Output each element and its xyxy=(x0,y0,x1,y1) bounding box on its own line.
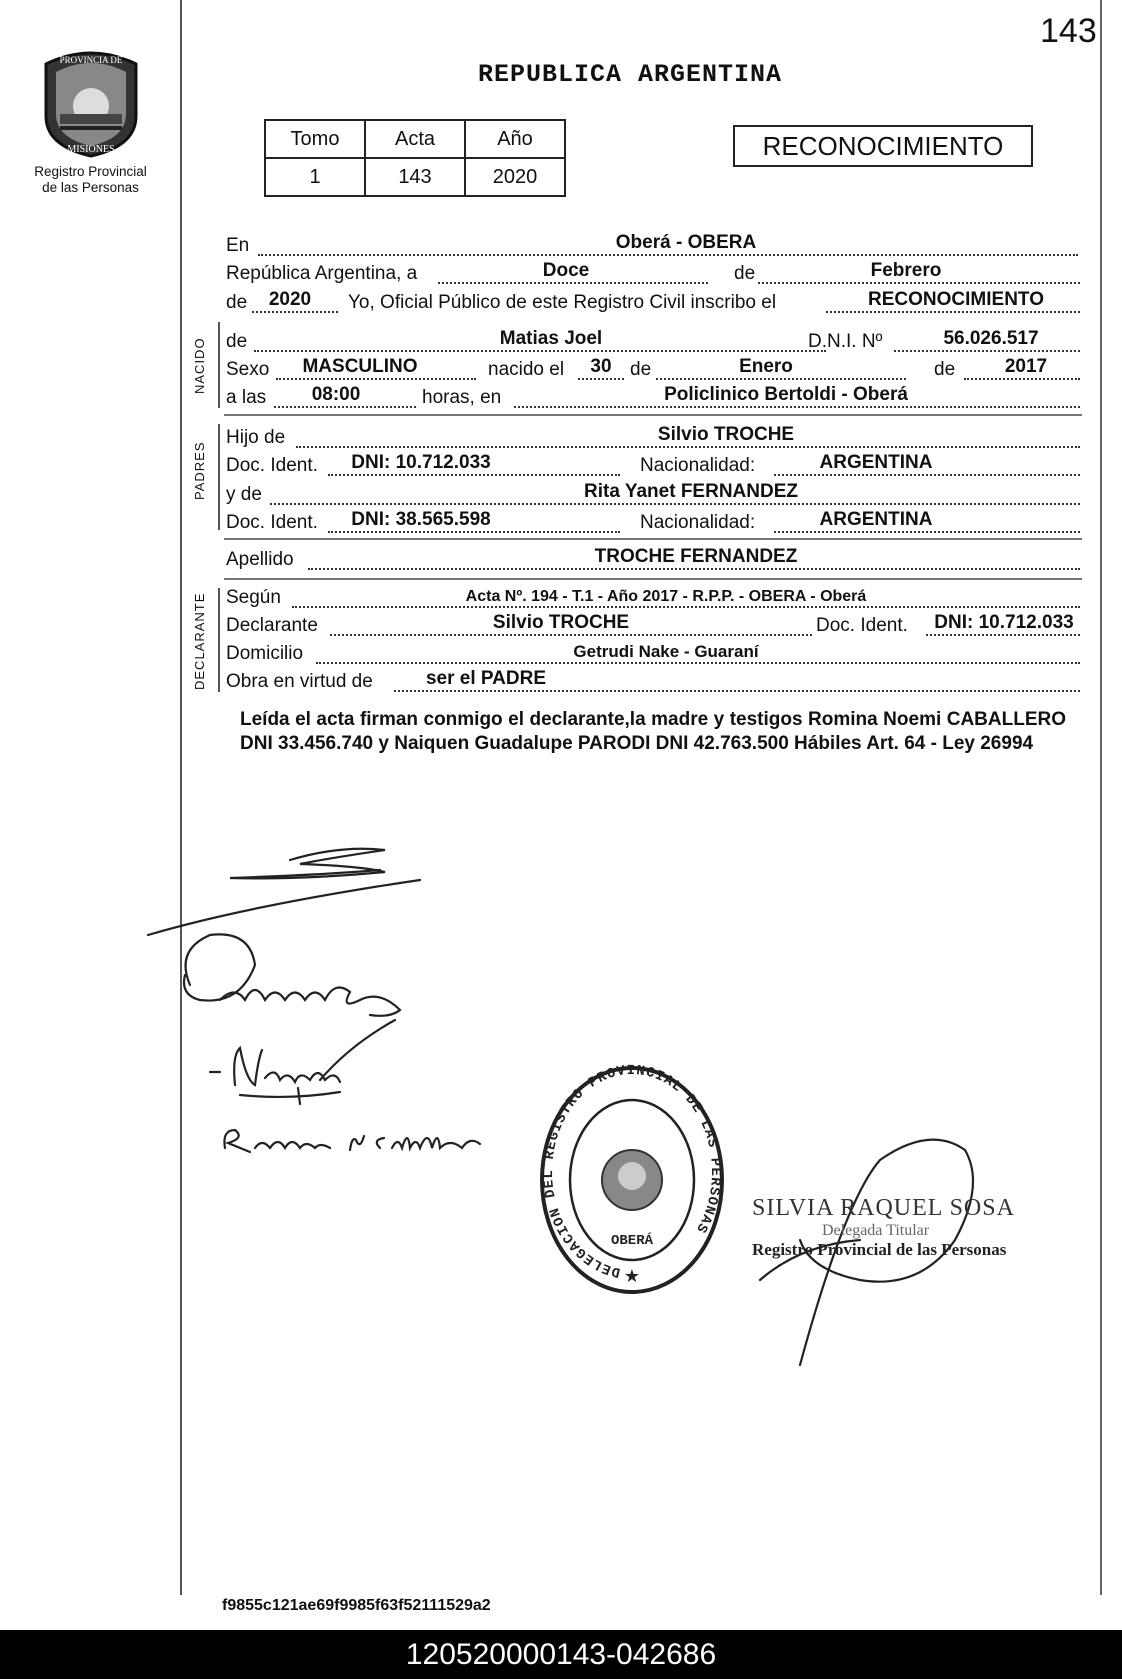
value-lugar: Oberá - OBERA xyxy=(615,232,757,253)
label-oficial: Yo, Oficial Público de este Registro Civil inscribo el xyxy=(348,292,777,313)
label-hijo-de: Hijo de xyxy=(226,427,286,448)
label-declarante-doc: Doc. Ident. xyxy=(816,615,908,636)
label-nacido: nacido el xyxy=(488,359,565,380)
value-dia: Doce xyxy=(542,260,590,281)
value-padre: Silvio TROCHE xyxy=(657,424,795,445)
value-nombre: Matias Joel xyxy=(499,328,603,349)
table-header-tomo: Tomo xyxy=(265,120,365,158)
value-mes: Febrero xyxy=(870,260,942,281)
section-label-declarante: DECLARANTE xyxy=(192,592,207,690)
table-cell-acta: 143 xyxy=(365,158,465,196)
value-segun: Acta Nº. 194 - T.1 - Año 2017 - R.P.P. - OBERA - Oberá xyxy=(465,588,867,605)
document-type-box: RECONOCIMIENTO xyxy=(733,125,1033,167)
label-en: En xyxy=(226,235,250,256)
svg-text:★: ★ xyxy=(623,1266,641,1286)
label-obra: Obra en virtud de xyxy=(226,671,373,692)
value-declarante-doc: DNI: 10.712.033 xyxy=(934,612,1074,633)
value-declarante: Silvio TROCHE xyxy=(492,612,630,633)
svg-text:DELEGACION DEL REGISTRO PROVIN: DELEGACION DEL REGISTRO PROVINCIAL DE LAS PERSONAS xyxy=(540,1064,724,1280)
table-cell-tomo: 1 xyxy=(265,158,365,196)
value-padre-doc: DNI: 10.712.033 xyxy=(351,452,491,473)
label-a-las: a las xyxy=(226,387,267,408)
label-declarante: Declarante xyxy=(226,615,318,636)
footer-code: 120520000143-042686 xyxy=(0,1630,1122,1679)
label-republica: República Argentina, a xyxy=(226,263,418,284)
label-segun: Según xyxy=(226,587,281,608)
official-role: Delegada Titular xyxy=(822,1222,930,1239)
closing-text: Leída el acta firman conmigo el declarante,la madre y testigos Romina Noemi CABALLERO DNI 33.456.740 y Naiquen Guadalupe PARODI DNI 42.763.500 Hábiles Art. 64 - Ley 26994 xyxy=(240,709,1066,754)
table-header-anio: Año xyxy=(465,120,565,158)
label-horas-en: horas, en xyxy=(422,387,502,408)
page-title: REPUBLICA ARGENTINA xyxy=(477,60,783,89)
label-sexo: Sexo xyxy=(226,359,270,380)
value-padre-nacionalidad: ARGENTINA xyxy=(819,452,933,473)
svg-text:OBERÁ: OBERÁ xyxy=(610,1233,654,1249)
value-nac-dia: 30 xyxy=(590,356,612,377)
label-de-anio: de xyxy=(226,292,248,313)
label-apellido: Apellido xyxy=(226,549,294,570)
value-nac-mes: Enero xyxy=(739,356,793,377)
official-signature-block xyxy=(752,1195,1015,1260)
label-nacionalidad-madre: Nacionalidad: xyxy=(640,512,756,533)
value-anio: 2020 xyxy=(268,289,312,310)
label-domicilio: Domicilio xyxy=(226,643,304,664)
value-sexo: MASCULINO xyxy=(302,356,418,377)
value-domicilio: Getrudi Nake - Guaraní xyxy=(573,642,759,661)
value-nac-anio: 2017 xyxy=(1004,356,1048,377)
value-madre-doc: DNI: 38.565.598 xyxy=(351,509,491,530)
svg-text:PROVINCIA DE: PROVINCIA DE xyxy=(59,55,123,65)
table-cell-anio: 2020 xyxy=(465,158,565,196)
value-madre: Rita Yanet FERNANDEZ xyxy=(584,481,798,502)
svg-text:MISIONES: MISIONES xyxy=(67,144,115,155)
value-hora: 08:00 xyxy=(311,384,361,405)
section-label-nacido: NACIDO xyxy=(192,337,207,394)
label-y-de: y de xyxy=(226,484,262,505)
logo-caption: Registro Provincial de las Personas xyxy=(34,164,147,195)
value-madre-nacionalidad: ARGENTINA xyxy=(819,509,933,530)
label-de-mes: de xyxy=(630,359,652,380)
official-organization: Registro Provincial de las Personas xyxy=(752,1240,1007,1259)
value-lugar-nacimiento: Policlinico Bertoldi - Oberá xyxy=(664,384,908,405)
label-de-nac-anio: de xyxy=(934,359,956,380)
official-name: SILVIA RAQUEL SOSA xyxy=(752,1195,1015,1221)
label-nacionalidad: Nacionalidad: xyxy=(640,455,756,476)
label-de: de xyxy=(734,263,756,284)
table-header-acta: Acta xyxy=(365,120,465,158)
label-de-nombre: de xyxy=(226,331,248,352)
page-number: 143 xyxy=(1040,12,1097,50)
value-apellido: TROCHE FERNANDEZ xyxy=(594,546,798,567)
label-doc-ident: Doc. Ident. xyxy=(226,455,318,476)
value-obra: ser el PADRE xyxy=(425,668,547,689)
value-tipo: RECONOCIMIENTO xyxy=(868,289,1044,310)
label-dni: D.N.I. Nº xyxy=(808,331,883,352)
label-doc-ident-madre: Doc. Ident. xyxy=(226,512,318,533)
official-stamp xyxy=(538,1064,726,1296)
value-dni: 56.026.517 xyxy=(943,328,1039,349)
document-hash: f9855c121ae69f9985f63f52111529a2 xyxy=(222,1597,491,1614)
section-label-padres: PADRES xyxy=(192,441,207,500)
